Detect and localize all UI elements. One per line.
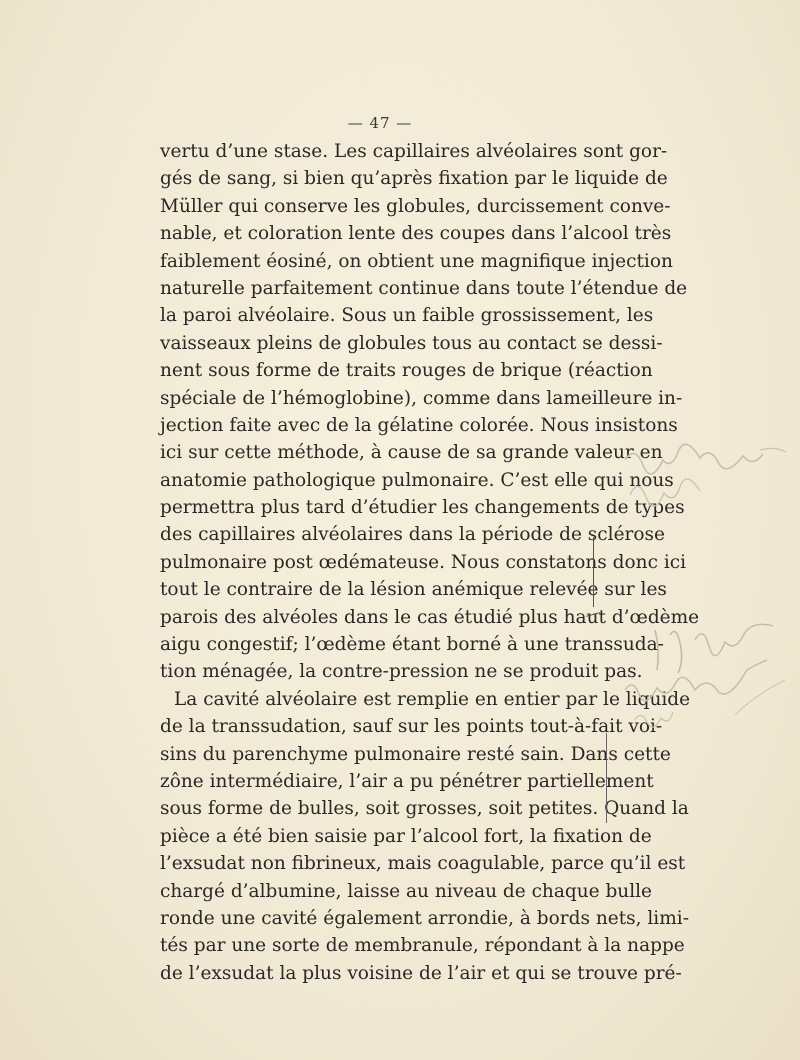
text-line: vertu d’une stase. Les capillaires alvéolaires sont gor-: [160, 141, 668, 162]
text-line: naturelle parfaitement continue dans toute l’étendue de: [160, 277, 688, 299]
margin-mark-bar: [593, 537, 594, 607]
text-line: sous forme de bulles, soit grosses, soit petites. Quand la: [160, 798, 689, 820]
text-line: tion ménagée, la contre-pression ne se produit pas.: [160, 661, 643, 683]
text-line: parois des alvéoles dans le cas étudié plus haut d’œdème: [160, 606, 700, 628]
text-line: ronde une cavité également arrondie, à bords nets, limi-: [160, 907, 689, 929]
text-line: nent sous forme de traits rouges de brique (réaction: [160, 360, 653, 382]
text-line: de la transsudation, sauf sur les points tout-à-fait voi-: [160, 716, 663, 738]
paragraph-start-line: La cavité alvéolaire est remplie en entier par le liquide: [174, 688, 691, 710]
text-line: de l’exsudat la plus voisine de l’air et qui se trouve pré-: [160, 962, 682, 984]
text-line: la paroi alvéolaire. Sous un faible grossissement, les: [160, 305, 654, 327]
text-line: nable, et coloration lente des coupes dans l’alcool très: [160, 223, 672, 245]
text-line: l’exsudat non fibrineux, mais coagulable, parce qu’il est: [160, 853, 686, 875]
text-line: gés de sang, si bien qu’après fixation par le liquide de: [160, 168, 668, 190]
text-line: tout le contraire de la lésion anémique relevée sur les: [160, 579, 667, 601]
text-line: tés par une sorte de membranule, répondant à la nappe: [160, 935, 685, 957]
text-line: jection faite avec de la gélatine colorée. Nous insistons: [160, 414, 678, 436]
text-line: vaisseaux pleins de globules tous au contact se dessi-: [160, 332, 663, 354]
page-number: — 47 —: [347, 114, 413, 132]
text-line: Müller qui conserve les globules, durcissement conve-: [160, 195, 671, 217]
text-line: aigu congestif; l’œdème étant borné à une transsuda-: [160, 634, 664, 656]
text-line: chargé d’albumine, laisse au niveau de chaque bulle: [160, 880, 652, 902]
text-line: permettra plus tard d’étudier les changements de types: [160, 497, 685, 519]
text-line: ici sur cette méthode, à cause de sa grande valeur en: [160, 442, 663, 464]
text-line: sins du parenchyme pulmonaire resté sain. Dans cette: [160, 743, 671, 765]
text-line: pulmonaire post œdémateuse. Nous constatons donc ici: [160, 551, 687, 573]
text-line: spéciale de l’hémoglobine), comme dans lameilleure in-: [160, 387, 683, 409]
margin-mark-bar: [606, 733, 607, 823]
body-text: [160, 138, 700, 987]
text-line: pièce a été bien saisie par l’alcool fort, la fixation de: [160, 825, 652, 847]
text-line: des capillaires alvéolaires dans la période de sclérose: [160, 524, 665, 546]
text-line: anatomie pathologique pulmonaire. C’est elle qui nous: [160, 469, 674, 491]
text-line: zône intermédiaire, l’air a pu pénétrer partiellement: [160, 770, 654, 792]
text-line: faiblement éosiné, on obtient une magnifique injection: [160, 250, 673, 272]
